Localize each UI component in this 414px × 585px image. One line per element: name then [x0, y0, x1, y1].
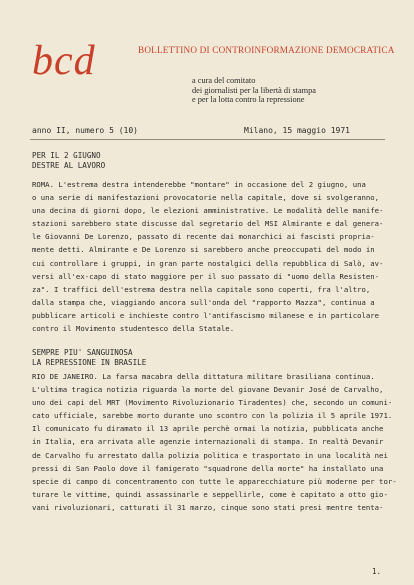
heading-line: LA REPRESSIONE IN BRASILE [32, 358, 147, 367]
article-1-heading [32, 151, 105, 171]
subtitle-line: dei giornalisti per la libertà di stampa [192, 85, 316, 95]
article-1-body [32, 178, 392, 335]
body-line: pressi di San Paolo dove il famigerato "squadrone della morte" ha installato una [32, 463, 384, 473]
body-line: de Carvalho fu arrestato dalla polizia politica e trasportato in una località nei [32, 450, 388, 460]
heading-line: PER IL 2 GIUGNO [32, 151, 101, 160]
masthead-subtitle [192, 76, 316, 105]
body-line: L'ultima tragica notizia riguarda la morte del giovane Devanir José de Carvalho, [32, 385, 384, 395]
issue-number: anno II, numero 5 (10) [32, 126, 138, 135]
header-divider [30, 139, 385, 140]
body-line: stazioni sarebbero state discusse dal segretario del MSI Almirante e dal genera- [32, 219, 384, 229]
body-line: cui controllare i gruppi, in gran parte nostalgici della repubblica di Salò, av- [32, 258, 384, 268]
body-line: cato ufficiale, sarebbe morto durante uno scontro con la polizia il 5 aprile 1971. [32, 411, 393, 421]
heading-line: DESTRE AL LAVORO [32, 161, 106, 170]
body-line: le Giovanni De Lorenzo, passato di recente dai monarchici ai fascisti propria- [32, 232, 375, 242]
body-line: RIO DE JANEIRO. La farsa macabra della dittatura militare brasiliana continua. [32, 372, 375, 381]
body-line: pubblicare articoli e inchieste contro l'antifascismo milanese e in particolare [32, 310, 380, 320]
bcd-logo: bcd [32, 38, 96, 84]
dateline: Milano, 15 maggio 1971 [244, 126, 350, 135]
body-line: in Italia, era arrivata alle agenzie internazionali di stampa. In realtà Devanir [32, 437, 384, 447]
subtitle-line: a cura del comitato [192, 76, 256, 85]
subtitle-line: e per la lotta contro la repressione [192, 95, 305, 105]
body-line: o una serie di manifestazioni provocatorie nella capitale, dove si svolgeranno, [32, 193, 380, 203]
body-line: dalla stampa che, viaggiando ancora sull'onda del "rapporto Mazza", continua a [32, 297, 375, 307]
body-line: Il comunicato fu diramato il 13 aprile perchè ormai la notizia, pubblicata anche [32, 424, 384, 434]
heading-line: SEMPRE PIU' SANGUINOSA [32, 348, 133, 357]
body-line: versi all'ex-capo di stato maggiore per il suo passato di "uomo della Resisten- [32, 271, 380, 281]
body-line: za". I traffici dell'estrema destra nella capitale sono coperti, fra l'altro, [32, 284, 371, 294]
body-line: una decina di giorni dopo, le elezioni amministrative. Le modalità delle manife- [32, 206, 384, 216]
masthead-title: BOLLETTINO DI CONTROINFORMAZIONE DEMOCRATICA [138, 45, 395, 55]
article-2-body [32, 370, 397, 514]
body-line: vani rivoluzionari, catturati il 31 marzo, cinque sono stati presi mentre tenta- [32, 502, 384, 512]
body-line: ROMA. L'estrema destra intenderebbe "montare" in occasione del 2 giugno, una [32, 180, 366, 189]
article-2-heading [32, 348, 146, 368]
body-line: mente detti. Almirante e De Lorenzo si sarebbero anche preoccupati del modo in [32, 245, 375, 255]
body-line: uno dei capi del MRT (Movimento Rivoluzionario Tiradentes) che, secondo un comuni- [32, 398, 393, 408]
page-number: 1. [372, 567, 382, 576]
body-line: turare le vittime, quindi assassinarle e seppellirle, come è capitato a otto gio- [32, 489, 388, 499]
body-line: contro il Movimento studentesco della Statale. [32, 324, 235, 334]
body-line: specie di campo di concentramento con tutte le apparecchiature più moderne per tor- [32, 476, 397, 486]
